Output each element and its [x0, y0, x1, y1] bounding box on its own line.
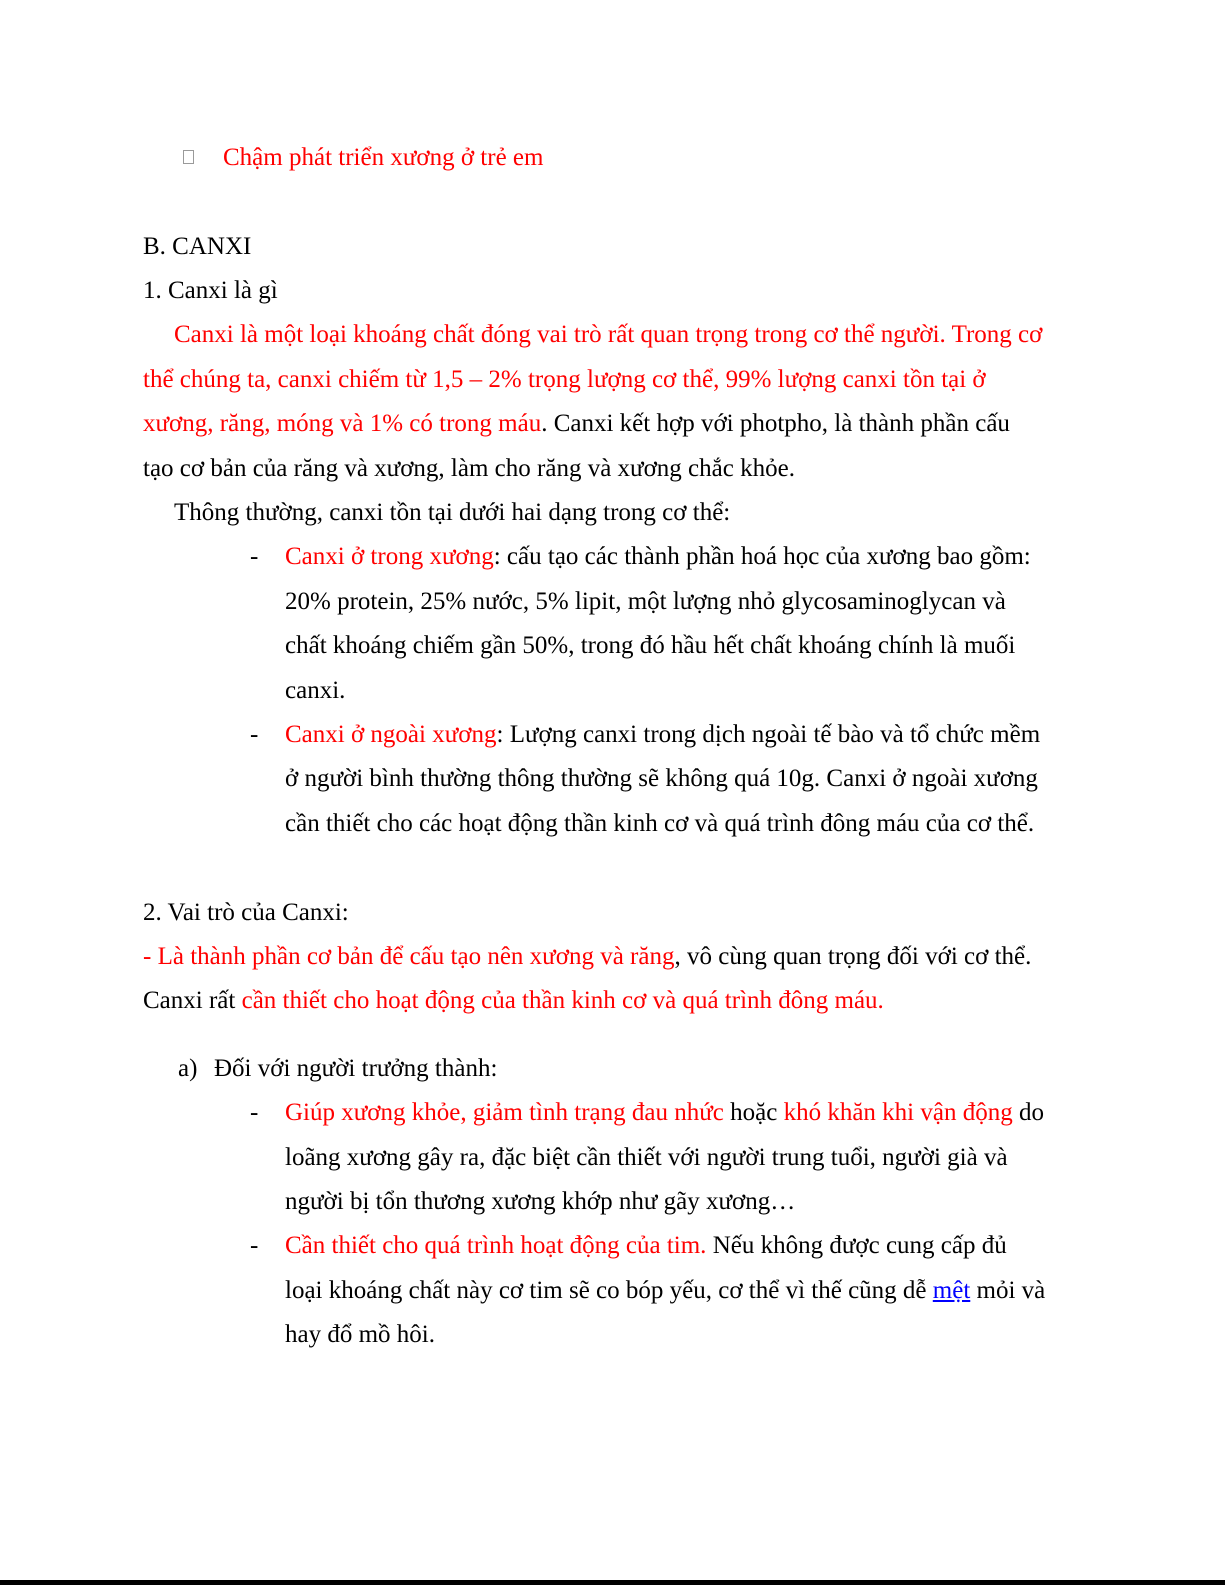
- adult-item-2-line-1: [285, 1231, 1007, 1261]
- highlight-text: xương, răng, móng và 1% có trong máu: [143, 410, 542, 437]
- paragraph-1-line-4: tạo cơ bản của răng và xương, làm cho răng và xương chắc khỏe.: [143, 455, 795, 482]
- dash-item-1-line-1: [285, 542, 1031, 572]
- adult-item-2-line-3: hay đổ mồ hôi.: [285, 1321, 435, 1348]
- dash-item-2-line-1: [285, 720, 1040, 750]
- highlight-text: Canxi ở ngoài xương: [285, 721, 497, 748]
- list-title-a: Đối với người trưởng thành:: [214, 1055, 498, 1082]
- dash-item-2-line-3: cần thiết cho các hoạt động thần kinh cơ và quá trình đông máu của cơ thể.: [285, 810, 1035, 837]
- paragraph-1-line-1: Canxi là một loại khoáng chất đóng vai trò rất quan trọng trong cơ thể người. Trong cơ: [174, 321, 1043, 348]
- role-line-2: [143, 986, 884, 1016]
- subsection-title-2: 2. Vai trò của Canxi:: [143, 899, 349, 926]
- paragraph-1-line-2: thể chúng ta, canxi chiếm từ 1,5 – 2% trọng lượng cơ thể, 99% lượng canxi tồn tại ở: [143, 366, 986, 393]
- highlight-text: Cần thiết cho quá trình hoạt động của tim.: [285, 1232, 707, 1259]
- dash-item-1-line-4: canxi.: [285, 677, 346, 704]
- paragraph-2: Thông thường, canxi tồn tại dưới hai dạng trong cơ thể:: [174, 499, 731, 526]
- dash-bullet: -: [250, 1099, 259, 1126]
- body-text: Canxi rất: [143, 987, 242, 1014]
- role-line-1: [143, 942, 1031, 972]
- body-text: : Lượng canxi trong dịch ngoài tế bào và tổ chức mềm: [496, 721, 1041, 748]
- paragraph-1-line-3: [143, 409, 1010, 439]
- adult-item-1-line-2: loãng xương gây ra, đặc biệt cần thiết với người trung tuổi, người già và: [285, 1144, 1008, 1171]
- highlight-text: Canxi ở trong xương: [285, 543, 494, 570]
- page-bottom-border: [0, 1580, 1225, 1585]
- dash-item-1-line-2: 20% protein, 25% nước, 5% lipit, một lượng nhỏ glycosaminoglycan và: [285, 588, 1006, 615]
- list-label-a: a): [178, 1055, 198, 1082]
- bullet-item-text: Chậm phát triển xương ở trẻ em: [223, 144, 544, 171]
- subsection-title-1: 1. Canxi là gì: [143, 277, 278, 304]
- dash-bullet: -: [250, 721, 259, 748]
- highlight-text: Giúp xương khỏe, giảm tình trạng đau nhức: [285, 1099, 724, 1126]
- highlight-text: khó khăn khi vận động: [783, 1099, 1013, 1126]
- adult-item-1-line-1: [285, 1098, 1044, 1128]
- body-text: mỏi và: [970, 1277, 1046, 1304]
- body-text: Nếu không được cung cấp đủ: [706, 1232, 1007, 1259]
- dash-item-2-line-2: ở người bình thường thông thường sẽ không quá 10g. Canxi ở ngoài xương: [285, 765, 1038, 792]
- adult-item-2-line-2: [285, 1276, 1045, 1306]
- highlight-text: - Là thành phần cơ bản để cấu tạo nên xương và răng: [143, 943, 675, 970]
- body-text: : cấu tạo các thành phần hoá học của xương bao gồm:: [493, 543, 1031, 570]
- square-bullet-icon: [183, 150, 194, 164]
- section-heading: B. CANXI: [143, 233, 252, 260]
- highlight-text: cần thiết cho hoạt động của thần kinh cơ và quá trình đông máu.: [241, 987, 884, 1014]
- dash-bullet: -: [250, 1232, 259, 1259]
- adult-item-1-line-3: người bị tổn thương xương khớp như gãy xương…: [285, 1188, 796, 1215]
- met-link[interactable]: mệt: [932, 1277, 971, 1304]
- body-text: loại khoáng chất này cơ tim sẽ co bóp yếu, cơ thể vì thế cũng dễ: [285, 1277, 933, 1304]
- body-text: do: [1012, 1099, 1044, 1126]
- body-text: , vô cùng quan trọng đối với cơ thể.: [674, 943, 1032, 970]
- dash-bullet: -: [250, 543, 259, 570]
- body-text: hoặc: [723, 1099, 784, 1126]
- body-text: . Canxi kết hợp với photpho, là thành phần cấu: [541, 410, 1010, 437]
- dash-item-1-line-3: chất khoáng chiếm gần 50%, trong đó hầu hết chất khoáng chính là muối: [285, 632, 1016, 659]
